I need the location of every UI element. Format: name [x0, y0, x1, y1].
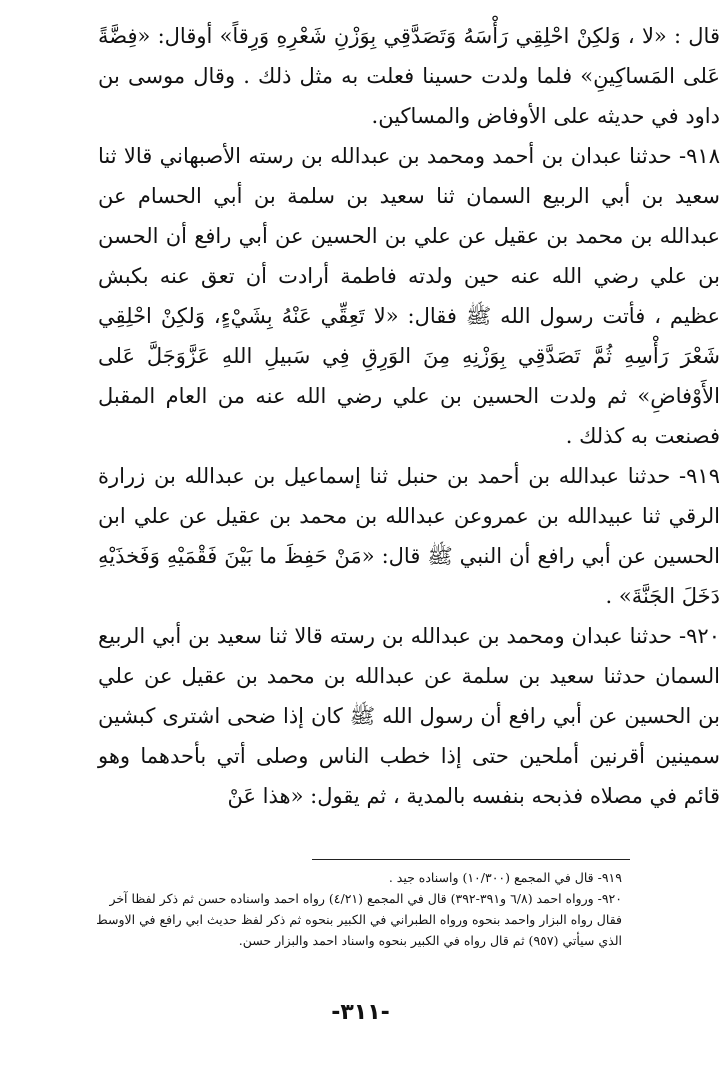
- page-number: -٣١١-: [331, 1000, 390, 1025]
- footnote-920: ٩٢٠- ورواه احمد (٦/٨ و٣٩١-٣٩٢) قال في المجمع (٤/٢١) رواه احمد واسناده حسن ثم ذكر لفظا آخر فقال رواه البزار واحمد بنحوه ورواه الطبراني في الكبير بنحوه ثم ذكر لفظ حديث ابي رافع في الاوسط الذي سيأتي (٩٥٧) ثم قال رواه في الكبير بنحوه واسناد احمد والبزار حسن.: [96, 891, 622, 948]
- main-text: [98, 16, 720, 816]
- footnotes: [92, 867, 622, 951]
- paragraph-hadith-918: ٩١٨- حدثنا عبدان بن أحمد ومحمد بن عبدالله بن رسته الأصبهاني قالا ثنا سعيد بن أبي الربيع السمان ثنا سعيد بن سلمة بن أبي الحسام عن عبدالله بن محمد بن عقيل عن علي بن الحسين عن أبي رافع أن الحسن بن علي رضي الله عنه حين ولدته فاطمة أرادت أن تعق عنه بكبش عظيم ، فأتت رسول الله ﷺ فقال: «لا تَعِقِّي عَنْهُ بِشَيْءٍ، وَلكِنْ احْلِقِي شَعْرَ رَأْسِهِ ثُمَّ تَصَدَّقِي بِوَزْنِهِ مِنَ الوَرِقِ فِي سَبيلِ اللهِ عَزَّوَجَلَّ عَلى الأَوْفاضِ» ثم ولدت الحسين بن علي رضي الله عنه من العام المقبل فصنعت به كذلك .: [98, 144, 720, 448]
- paragraph-continuation: قال : «لا ، وَلكِنْ احْلِقِي رَأْسَهُ وَتَصَدَّقِي بِوَزْنِ شَعْرِهِ وَرِقاً» أوقال: «فِضَّةً عَلى المَساكِينِ» فلما ولدت حسينا فعلت به مثل ذلك . وقال موسى بن داود في حديثه على الأوفاض والمساكين.: [98, 24, 720, 128]
- footnote-919: ٩١٩- قال في المجمع (١٠/٣٠٠) واسناده جيد .: [388, 870, 622, 885]
- paragraph-hadith-919: ٩١٩- حدثنا عبدالله بن أحمد بن حنبل ثنا إسماعيل بن عبدالله بن زرارة الرقي ثنا عبيدالله بن عمروعن عبدالله بن محمد بن عقيل عن علي ابن الحسين عن أبي رافع أن النبي ﷺ قال: «مَنْ حَفِظَ ما بَيْنَ فَقْمَيْهِ وَفَخذَيْهِ دَخَلَ الجَنَّةَ» .: [98, 464, 720, 608]
- footnote-separator: [312, 859, 630, 860]
- paragraph-hadith-920: ٩٢٠- حدثنا عبدان ومحمد بن عبدالله بن رسته قالا ثنا سعيد بن أبي الربيع السمان حدثنا سعيد بن سلمة عن عبدالله بن محمد بن عقيل عن علي بن الحسين عن أبي رافع أن رسول الله ﷺ كان إذا ضحى اشترى كبشين سمينين أقرنين أملحين حتى إذا خطب الناس وصلى أتي بأحدهما وهو قائم في مصلاه فذبحه بنفسه بالمدية ، ثم يقول: «هذا عَنْ: [98, 624, 720, 808]
